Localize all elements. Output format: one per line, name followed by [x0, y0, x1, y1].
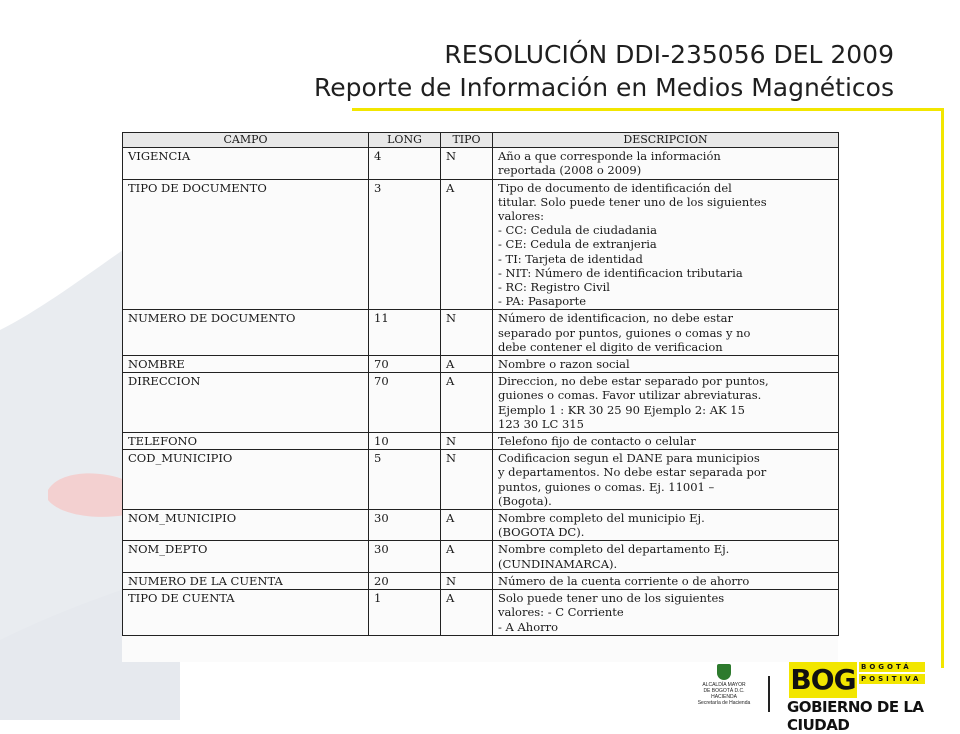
cell-tipo: N	[441, 310, 493, 356]
descripcion-line: Solo puede tener uno de los siguientes	[498, 591, 725, 606]
descripcion-line: Número de la cuenta corriente o de ahorro	[498, 573, 750, 588]
descripcion-line: (CUNDINAMARCA).	[498, 556, 618, 571]
bog-logo-tagline	[859, 662, 925, 686]
descripcion-line: separado por puntos, guiones o comas y no	[498, 325, 751, 340]
cell-long: 3	[369, 179, 441, 310]
descripcion-line: valores:	[498, 209, 545, 224]
descripcion-line: - RC: Registro Civil	[498, 280, 610, 295]
table-row	[123, 179, 839, 310]
fields-table	[122, 132, 839, 636]
cell-descripcion	[493, 450, 839, 510]
cell-campo: TELEFONO	[123, 433, 369, 450]
descripcion-line: (BOGOTA DC).	[498, 525, 585, 540]
cell-campo: TIPO DE CUENTA	[123, 590, 369, 636]
descripcion-line: debe contener el digito de verificacion	[498, 339, 723, 354]
accent-line-horizontal	[352, 108, 944, 111]
cell-long: 1	[369, 590, 441, 636]
table-header-row	[123, 133, 839, 148]
descripcion-line: Telefono fijo de contacto o celular	[498, 434, 696, 449]
gobierno-de-la-ciudad: GOBIERNO DE LA CIUDAD	[787, 698, 924, 734]
table-row	[123, 310, 839, 356]
descripcion-line: y departamentos. No debe estar separada por	[498, 465, 767, 480]
cell-descripcion	[493, 541, 839, 572]
cell-long: 10	[369, 433, 441, 450]
alcaldia-line3: HACIENDA	[711, 694, 737, 700]
cell-long: 5	[369, 450, 441, 510]
cell-tipo: N	[441, 433, 493, 450]
cell-campo: NOMBRE	[123, 356, 369, 373]
descripcion-line: Nombre completo del departamento Ej.	[498, 542, 730, 557]
descripcion-line: 123 30 LC 315	[498, 416, 584, 431]
table-row	[123, 510, 839, 541]
table-row	[123, 433, 839, 450]
cell-tipo: A	[441, 356, 493, 373]
cell-campo: NUMERO DE LA CUENTA	[123, 572, 369, 589]
cell-descripcion	[493, 179, 839, 310]
table-row	[123, 572, 839, 589]
cell-long: 30	[369, 510, 441, 541]
table-row	[123, 148, 839, 179]
descripcion-line: Tipo de documento de identificación del	[498, 180, 732, 195]
descripcion-line: - CE: Cedula de extranjeria	[498, 237, 657, 252]
cell-descripcion	[493, 433, 839, 450]
descripcion-line: Nombre o razon social	[498, 357, 630, 372]
cell-descripcion	[493, 148, 839, 179]
cell-descripcion	[493, 510, 839, 541]
descripcion-line: (Bogota).	[498, 493, 552, 508]
table-row	[123, 541, 839, 572]
cell-descripcion	[493, 356, 839, 373]
table-row	[123, 373, 839, 433]
cell-descripcion	[493, 572, 839, 589]
alcaldia-line1: ALCALDÍA MAYOR	[702, 682, 746, 688]
cell-campo: NUMERO DE DOCUMENTO	[123, 310, 369, 356]
descripcion-line: reportada (2008 o 2009)	[498, 163, 642, 178]
bog-logo-word: BOG	[790, 663, 856, 696]
footer-divider	[768, 676, 770, 712]
cell-descripcion	[493, 373, 839, 433]
cell-long: 11	[369, 310, 441, 356]
header-long: LONG	[369, 133, 441, 148]
table-row	[123, 450, 839, 510]
table-row	[123, 356, 839, 373]
descripcion-line: titular. Solo puede tener uno de los siguientes	[498, 194, 767, 209]
cell-long: 30	[369, 541, 441, 572]
cell-descripcion	[493, 310, 839, 356]
descripcion-line: Año a que corresponde la información	[498, 149, 721, 164]
cell-long: 70	[369, 373, 441, 433]
cell-tipo: N	[441, 148, 493, 179]
title-report: Reporte de Información en Medios Magnéticos	[313, 73, 894, 102]
descripcion-line: Direccion, no debe estar separado por puntos,	[498, 374, 769, 389]
descripcion-line: Nombre completo del municipio Ej.	[498, 511, 705, 526]
cell-tipo: A	[441, 179, 493, 310]
fields-table-image	[122, 132, 838, 662]
descripcion-line: - CC: Cedula de ciudadania	[498, 223, 657, 238]
cell-long: 70	[369, 356, 441, 373]
descripcion-line: - NIT: Número de identificacion tributaria	[498, 265, 743, 280]
slide-title	[314, 38, 894, 104]
cell-tipo: A	[441, 541, 493, 572]
cell-tipo: N	[441, 572, 493, 589]
coat-of-arms-icon	[717, 664, 731, 680]
descripcion-line: - PA: Pasaporte	[498, 294, 587, 309]
cell-campo: NOM_DEPTO	[123, 541, 369, 572]
cell-tipo: A	[441, 510, 493, 541]
cell-campo: TIPO DE DOCUMENTO	[123, 179, 369, 310]
descripcion-line: - A Ahorro	[498, 619, 559, 634]
bogota-positiva-logo	[787, 662, 937, 702]
descripcion-line: Codificacion segun el DANE para municipios	[498, 451, 760, 466]
cell-campo: DIRECCION	[123, 373, 369, 433]
header-campo: CAMPO	[123, 133, 369, 148]
cell-long: 20	[369, 572, 441, 589]
cell-tipo: N	[441, 450, 493, 510]
alcaldia-logo	[690, 664, 758, 706]
title-resolution: RESOLUCIÓN DDI-235056 DEL 2009	[444, 40, 894, 69]
cell-campo: NOM_MUNICIPIO	[123, 510, 369, 541]
cell-campo: COD_MUNICIPIO	[123, 450, 369, 510]
cell-long: 4	[369, 148, 441, 179]
descripcion-line: Número de identificacion, no debe estar	[498, 311, 734, 326]
descripcion-line: Ejemplo 1 : KR 30 25 90 Ejemplo 2: AK 15	[498, 402, 745, 417]
descripcion-line: valores: - C Corriente	[498, 605, 624, 620]
cell-descripcion	[493, 590, 839, 636]
table-body	[123, 148, 839, 636]
cell-campo: VIGENCIA	[123, 148, 369, 179]
alcaldia-line2: DE BOGOTÁ D.C.	[703, 688, 745, 694]
bog-word-bogota: BOGOTÁ	[859, 662, 925, 672]
bog-word-positiva: POSITIVA	[859, 674, 925, 684]
accent-line-vertical	[941, 108, 944, 668]
cell-tipo: A	[441, 373, 493, 433]
descripcion-line: guiones o comas. Favor utilizar abreviaturas.	[498, 388, 762, 403]
cell-tipo: A	[441, 590, 493, 636]
descripcion-line: - TI: Tarjeta de identidad	[498, 251, 643, 266]
header-tipo: TIPO	[441, 133, 493, 148]
descripcion-line: puntos, guiones o comas. Ej. 11001 –	[498, 479, 715, 494]
header-descripcion: DESCRIPCION	[493, 133, 839, 148]
table-row	[123, 590, 839, 636]
alcaldia-line4: Secretaría de Hacienda	[697, 700, 751, 706]
